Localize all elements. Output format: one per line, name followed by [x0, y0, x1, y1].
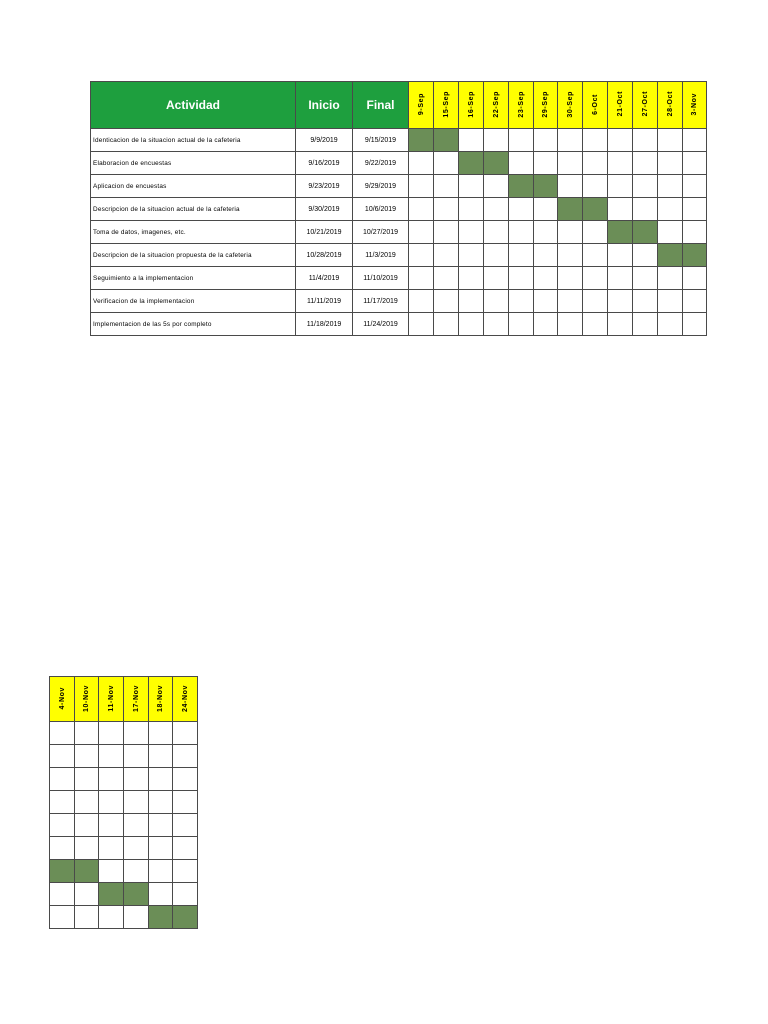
- gantt-empty-cell: [99, 745, 124, 768]
- gantt-empty-cell: [173, 768, 198, 791]
- gantt-bar-cell: [173, 906, 198, 929]
- table-row: [50, 722, 198, 745]
- gantt-empty-cell: [50, 906, 75, 929]
- gantt-empty-cell: [75, 837, 99, 860]
- activity-cell: Identicacion de la situacion actual de la cafeteria: [91, 129, 296, 152]
- gantt-empty-cell: [583, 244, 608, 267]
- week-label: 18-Nov: [157, 684, 164, 712]
- week-header: [99, 677, 124, 722]
- gantt-bar-cell: [124, 883, 149, 906]
- gantt-bar-cell: [434, 129, 459, 152]
- gantt-empty-cell: [509, 198, 534, 221]
- week-label: 28-Oct: [666, 91, 674, 117]
- end-date-cell: 9/29/2019: [353, 175, 409, 198]
- gantt-empty-cell: [409, 152, 434, 175]
- table-row: [50, 837, 198, 860]
- gantt-empty-cell: [633, 313, 658, 336]
- week-label: 27-Oct: [641, 91, 649, 117]
- week-label: 3-Nov: [691, 92, 698, 116]
- gantt-empty-cell: [149, 745, 173, 768]
- gantt-empty-cell: [459, 244, 484, 267]
- gantt-empty-cell: [149, 883, 173, 906]
- table-row: [91, 244, 707, 267]
- gantt-empty-cell: [434, 313, 459, 336]
- gantt-empty-cell: [459, 267, 484, 290]
- gantt-bar-cell: [149, 906, 173, 929]
- gantt-bar-cell: [459, 152, 484, 175]
- gantt-empty-cell: [558, 221, 583, 244]
- table-row: [50, 883, 198, 906]
- gantt-empty-cell: [75, 906, 99, 929]
- gantt-empty-cell: [509, 221, 534, 244]
- gantt-empty-cell: [173, 883, 198, 906]
- activity-cell: Descripcion de la situacion propuesta de la cafeteria: [91, 244, 296, 267]
- gantt-empty-cell: [633, 152, 658, 175]
- activity-cell: Elaboracion de encuestas: [91, 152, 296, 175]
- table-row: [50, 906, 198, 929]
- gantt-empty-cell: [124, 722, 149, 745]
- week-header: [633, 82, 658, 129]
- gantt-empty-cell: [534, 290, 558, 313]
- start-date-cell: 11/18/2019: [296, 313, 353, 336]
- gantt-empty-cell: [459, 290, 484, 313]
- gantt-empty-cell: [409, 221, 434, 244]
- gantt-empty-cell: [484, 290, 509, 313]
- gantt-empty-cell: [434, 290, 459, 313]
- gantt-empty-cell: [434, 152, 459, 175]
- gantt-empty-cell: [658, 198, 683, 221]
- gantt-bar-cell: [409, 129, 434, 152]
- week-header: [608, 82, 633, 129]
- gantt-empty-cell: [608, 175, 633, 198]
- start-header: Inicio: [296, 82, 353, 129]
- gantt-empty-cell: [683, 221, 707, 244]
- gantt-empty-cell: [50, 791, 75, 814]
- gantt-empty-cell: [683, 313, 707, 336]
- gantt-empty-cell: [173, 837, 198, 860]
- gantt-empty-cell: [99, 860, 124, 883]
- gantt-empty-cell: [173, 814, 198, 837]
- week-label: 22-Sep: [492, 90, 500, 118]
- gantt-empty-cell: [558, 290, 583, 313]
- gantt-empty-cell: [99, 906, 124, 929]
- activity-cell: Toma de datos, imagenes, etc.: [91, 221, 296, 244]
- gantt-empty-cell: [99, 791, 124, 814]
- gantt-empty-cell: [173, 745, 198, 768]
- table-row: [50, 745, 198, 768]
- week-label: 4-Nov: [58, 686, 66, 710]
- gantt-empty-cell: [683, 267, 707, 290]
- gantt-empty-cell: [99, 768, 124, 791]
- week-label: 9-Sep: [417, 92, 425, 116]
- table-row: [50, 814, 198, 837]
- gantt-bar-cell: [683, 244, 707, 267]
- gantt-empty-cell: [534, 244, 558, 267]
- gantt-empty-cell: [124, 814, 149, 837]
- gantt-empty-cell: [658, 129, 683, 152]
- gantt-empty-cell: [509, 244, 534, 267]
- gantt-empty-cell: [149, 814, 173, 837]
- gantt-bar-cell: [583, 198, 608, 221]
- gantt-empty-cell: [409, 175, 434, 198]
- gantt-bar-cell: [608, 221, 633, 244]
- gantt-empty-cell: [50, 814, 75, 837]
- gantt-empty-cell: [658, 175, 683, 198]
- week-label: 15-Sep: [442, 90, 450, 118]
- gantt-header-row: [91, 82, 707, 129]
- gantt-empty-cell: [409, 198, 434, 221]
- table-row: [91, 221, 707, 244]
- gantt-bar-cell: [99, 883, 124, 906]
- gantt-empty-cell: [583, 175, 608, 198]
- start-date-cell: 10/28/2019: [296, 244, 353, 267]
- gantt-empty-cell: [409, 290, 434, 313]
- gantt-empty-cell: [558, 313, 583, 336]
- gantt-empty-cell: [608, 244, 633, 267]
- activity-cell: Descripcion de la situacion actual de la cafeteria: [91, 198, 296, 221]
- table-row: [91, 175, 707, 198]
- gantt-body: [91, 129, 707, 336]
- gantt-empty-cell: [658, 221, 683, 244]
- table-row: [91, 313, 707, 336]
- gantt-empty-cell: [434, 244, 459, 267]
- gantt-empty-cell: [50, 768, 75, 791]
- gantt-empty-cell: [75, 883, 99, 906]
- end-date-cell: 9/15/2019: [353, 129, 409, 152]
- gantt-empty-cell: [633, 290, 658, 313]
- gantt-empty-cell: [124, 768, 149, 791]
- week-label: 10-Nov: [83, 684, 90, 712]
- week-header: [484, 82, 509, 129]
- continuation-body: [50, 722, 198, 929]
- gantt-empty-cell: [99, 814, 124, 837]
- gantt-empty-cell: [683, 198, 707, 221]
- gantt-empty-cell: [124, 745, 149, 768]
- gantt-empty-cell: [509, 152, 534, 175]
- activity-header: Actividad: [91, 82, 296, 129]
- end-date-cell: 11/10/2019: [353, 267, 409, 290]
- week-header: [534, 82, 558, 129]
- gantt-empty-cell: [558, 152, 583, 175]
- gantt-empty-cell: [583, 313, 608, 336]
- week-label: 23-Sep: [517, 90, 525, 118]
- gantt-empty-cell: [459, 221, 484, 244]
- gantt-bar-cell: [509, 175, 534, 198]
- gantt-empty-cell: [409, 244, 434, 267]
- gantt-empty-cell: [658, 152, 683, 175]
- gantt-empty-cell: [608, 267, 633, 290]
- start-date-cell: 9/9/2019: [296, 129, 353, 152]
- gantt-empty-cell: [124, 860, 149, 883]
- gantt-empty-cell: [459, 198, 484, 221]
- gantt-empty-cell: [149, 722, 173, 745]
- gantt-empty-cell: [583, 290, 608, 313]
- gantt-empty-cell: [434, 175, 459, 198]
- week-label: 11-Nov: [107, 684, 115, 712]
- gantt-empty-cell: [633, 129, 658, 152]
- continuation-header-row: [50, 677, 198, 722]
- gantt-empty-cell: [658, 290, 683, 313]
- start-date-cell: 9/23/2019: [296, 175, 353, 198]
- week-header: [173, 677, 198, 722]
- gantt-empty-cell: [149, 791, 173, 814]
- gantt-empty-cell: [75, 745, 99, 768]
- gantt-empty-cell: [558, 244, 583, 267]
- gantt-empty-cell: [173, 722, 198, 745]
- gantt-empty-cell: [583, 221, 608, 244]
- week-header: [434, 82, 459, 129]
- gantt-bar-cell: [558, 198, 583, 221]
- gantt-bar-cell: [75, 860, 99, 883]
- end-date-cell: 11/24/2019: [353, 313, 409, 336]
- table-row: [91, 290, 707, 313]
- week-header: [509, 82, 534, 129]
- gantt-empty-cell: [683, 152, 707, 175]
- start-date-cell: 10/21/2019: [296, 221, 353, 244]
- gantt-empty-cell: [558, 267, 583, 290]
- end-date-cell: 9/22/2019: [353, 152, 409, 175]
- gantt-empty-cell: [434, 221, 459, 244]
- activity-cell: Aplicacion de encuestas: [91, 175, 296, 198]
- gantt-bar-cell: [484, 152, 509, 175]
- week-header: [658, 82, 683, 129]
- gantt-empty-cell: [459, 313, 484, 336]
- gantt-empty-cell: [534, 198, 558, 221]
- gantt-empty-cell: [509, 313, 534, 336]
- gantt-empty-cell: [608, 290, 633, 313]
- gantt-empty-cell: [509, 129, 534, 152]
- gantt-empty-cell: [409, 313, 434, 336]
- gantt-empty-cell: [658, 267, 683, 290]
- activity-cell: Verificacion de la implementacion: [91, 290, 296, 313]
- gantt-empty-cell: [583, 129, 608, 152]
- week-header: [459, 82, 484, 129]
- week-header: [409, 82, 434, 129]
- week-header: [683, 82, 707, 129]
- gantt-empty-cell: [484, 313, 509, 336]
- gantt-empty-cell: [633, 175, 658, 198]
- start-date-cell: 11/4/2019: [296, 267, 353, 290]
- week-label: 16-Sep: [467, 90, 475, 118]
- gantt-empty-cell: [534, 152, 558, 175]
- gantt-empty-cell: [683, 175, 707, 198]
- gantt-empty-cell: [124, 837, 149, 860]
- gantt-empty-cell: [558, 175, 583, 198]
- gantt-empty-cell: [50, 722, 75, 745]
- start-date-cell: 9/30/2019: [296, 198, 353, 221]
- gantt-table: [90, 81, 707, 336]
- gantt-bar-cell: [534, 175, 558, 198]
- gantt-empty-cell: [459, 129, 484, 152]
- gantt-bar-cell: [633, 221, 658, 244]
- week-label: 30-Sep: [566, 90, 574, 118]
- gantt-empty-cell: [683, 129, 707, 152]
- gantt-empty-cell: [484, 244, 509, 267]
- table-row: [91, 129, 707, 152]
- end-date-cell: 11/3/2019: [353, 244, 409, 267]
- week-header: [149, 677, 173, 722]
- table-row: [50, 768, 198, 791]
- week-header: [558, 82, 583, 129]
- gantt-empty-cell: [75, 768, 99, 791]
- week-label: 24-Nov: [181, 684, 189, 712]
- gantt-empty-cell: [50, 745, 75, 768]
- week-label: 29-Sep: [542, 90, 549, 118]
- gantt-empty-cell: [149, 860, 173, 883]
- gantt-empty-cell: [633, 267, 658, 290]
- gantt-empty-cell: [50, 883, 75, 906]
- gantt-empty-cell: [633, 198, 658, 221]
- start-date-cell: 9/16/2019: [296, 152, 353, 175]
- week-label: 21-Oct: [616, 91, 624, 117]
- gantt-empty-cell: [534, 267, 558, 290]
- gantt-empty-cell: [583, 152, 608, 175]
- gantt-empty-cell: [484, 198, 509, 221]
- gantt-empty-cell: [633, 244, 658, 267]
- gantt-empty-cell: [608, 198, 633, 221]
- week-header: [75, 677, 99, 722]
- week-header: [583, 82, 608, 129]
- week-label: 17-Nov: [132, 684, 140, 712]
- gantt-empty-cell: [608, 129, 633, 152]
- week-header: [50, 677, 75, 722]
- gantt-empty-cell: [99, 837, 124, 860]
- gantt-empty-cell: [434, 198, 459, 221]
- gantt-empty-cell: [509, 290, 534, 313]
- week-label: 6-Oct: [591, 93, 599, 115]
- end-header: Final: [353, 82, 409, 129]
- activity-cell: Implementacion de las 5s por completo: [91, 313, 296, 336]
- gantt-empty-cell: [124, 906, 149, 929]
- gantt-empty-cell: [658, 313, 683, 336]
- gantt-empty-cell: [149, 768, 173, 791]
- week-header: [124, 677, 149, 722]
- gantt-empty-cell: [534, 221, 558, 244]
- gantt-empty-cell: [124, 791, 149, 814]
- end-date-cell: 10/27/2019: [353, 221, 409, 244]
- table-row: [50, 791, 198, 814]
- gantt-empty-cell: [583, 267, 608, 290]
- gantt-empty-cell: [484, 175, 509, 198]
- gantt-empty-cell: [149, 837, 173, 860]
- gantt-empty-cell: [173, 791, 198, 814]
- gantt-empty-cell: [173, 860, 198, 883]
- activity-cell: Seguimiento a la implementacion: [91, 267, 296, 290]
- table-row: [91, 198, 707, 221]
- gantt-empty-cell: [608, 152, 633, 175]
- gantt-empty-cell: [484, 129, 509, 152]
- gantt-empty-cell: [50, 837, 75, 860]
- gantt-empty-cell: [409, 267, 434, 290]
- gantt-empty-cell: [99, 722, 124, 745]
- gantt-empty-cell: [534, 129, 558, 152]
- gantt-empty-cell: [75, 722, 99, 745]
- gantt-empty-cell: [608, 313, 633, 336]
- gantt-empty-cell: [484, 267, 509, 290]
- table-row: [50, 860, 198, 883]
- gantt-empty-cell: [683, 290, 707, 313]
- gantt-empty-cell: [509, 267, 534, 290]
- end-date-cell: 11/17/2019: [353, 290, 409, 313]
- table-row: [91, 152, 707, 175]
- end-date-cell: 10/6/2019: [353, 198, 409, 221]
- gantt-bar-cell: [658, 244, 683, 267]
- gantt-continuation-table: [49, 676, 198, 929]
- gantt-empty-cell: [434, 267, 459, 290]
- gantt-empty-cell: [534, 313, 558, 336]
- table-row: [91, 267, 707, 290]
- gantt-empty-cell: [558, 129, 583, 152]
- gantt-empty-cell: [484, 221, 509, 244]
- gantt-empty-cell: [459, 175, 484, 198]
- gantt-empty-cell: [75, 791, 99, 814]
- gantt-bar-cell: [50, 860, 75, 883]
- start-date-cell: 11/11/2019: [296, 290, 353, 313]
- gantt-empty-cell: [75, 814, 99, 837]
